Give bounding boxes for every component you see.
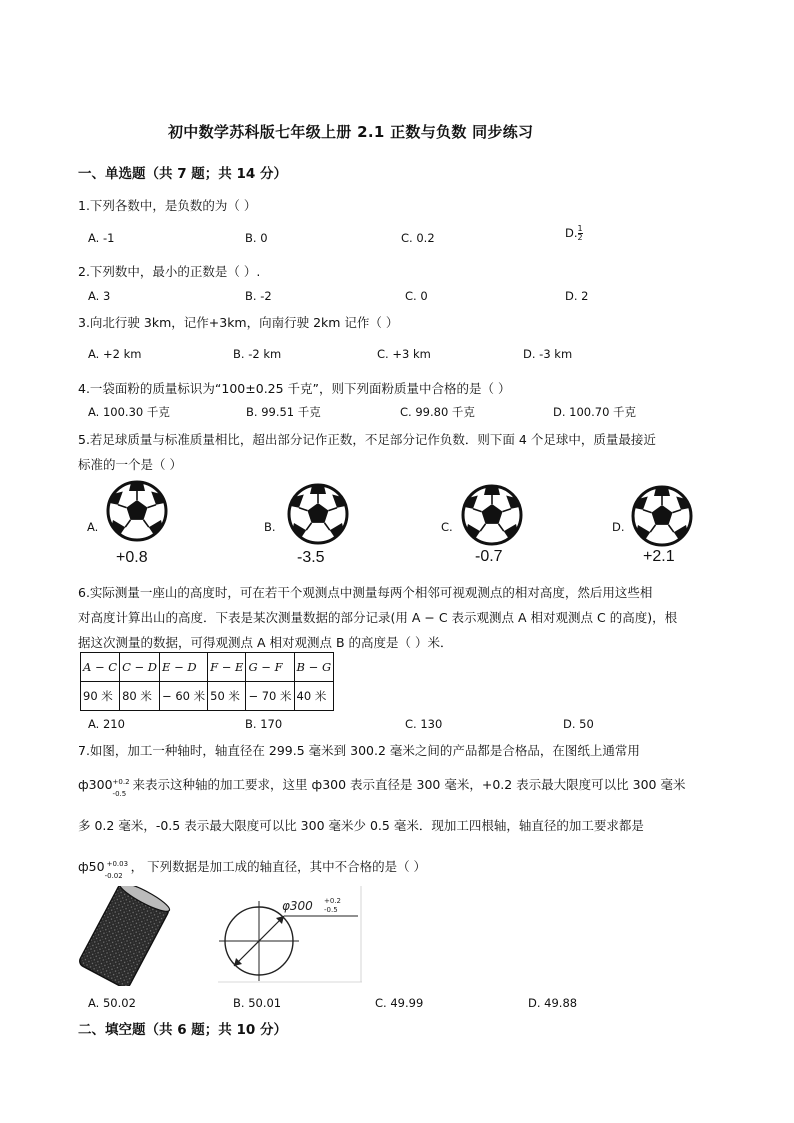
table-header-cell: A − C [81, 653, 120, 682]
q3-option-c[interactable]: C. +3 km [377, 347, 431, 361]
question-6-stem-line-2: 对高度计算出山的高度．下表是某次测量数据的部分记录(用 A − C 表示观测点 A 相对观测点 C 的高度)，根 [78, 610, 678, 625]
page-title: 初中数学苏科版七年级上册 2.1 正数与负数 同步练习 [168, 123, 534, 141]
q4-option-d[interactable]: D. 100.70 千克 [553, 405, 637, 419]
table-cell: 40 米 [294, 682, 334, 711]
question-1-stem: 1.下列各数中，是负数的为（ ） [78, 198, 257, 213]
height-measurement-table [80, 652, 334, 711]
table-header-cell: B − G [294, 653, 334, 682]
section-heading-fill-in: 二、填空题（共 6 题；共 10 分） [78, 1022, 287, 1038]
q4-option-a[interactable]: A. 100.30 千克 [88, 405, 170, 419]
q7-option-b[interactable]: B. 50.01 [233, 996, 282, 1010]
q2-option-a[interactable]: A. 3 [88, 289, 111, 303]
q6-option-d[interactable]: D. 50 [563, 717, 594, 731]
question-6-stem-line-1: 6.实际测量一座山的高度时，可在若干个观测点中测量每两个相邻可视观测点的相对高度，然后用这些相 [78, 585, 653, 600]
q7-option-d[interactable]: D. 49.88 [528, 996, 578, 1010]
question-7-line-2: ф300 +0.2 -0.5 来表示这种轴的加工要求，这里 ф300 表示直径是 300 毫米，+0.2 表示最大限度可以比 300 毫米 [78, 777, 686, 798]
q1-option-d[interactable] [565, 225, 583, 242]
question-2-stem: 2.下列数中，最小的正数是（ ）. [78, 264, 261, 279]
q3-option-a[interactable]: A. +2 km [88, 347, 142, 361]
question-5-stem-line-2: 标准的一个是（ ） [78, 457, 182, 472]
q5-option-c-letter[interactable]: C. [441, 520, 453, 534]
table-header-cell: C − D [120, 653, 160, 682]
question-4-stem: 4.一袋面粉的质量标识为“100±0.25 千克”，则下列面粉质量中合格的是（ ） [78, 381, 511, 396]
shaft-photo-image [76, 886, 172, 986]
diameter-drawing-diagram [218, 886, 362, 986]
q3-option-d[interactable]: D. -3 km [523, 347, 573, 361]
table-cell: 80 米 [120, 682, 160, 711]
table-cell: 50 米 [208, 682, 246, 711]
table-cell: − 70 米 [246, 682, 294, 711]
diameter-lower-tolerance: -0.5 [324, 906, 338, 914]
q1-option-d-fraction: $\frac{1}{2}$ [577, 224, 583, 242]
q5-option-a-value: +0.8 [116, 549, 148, 566]
soccer-ball-icon[interactable] [629, 483, 695, 549]
q2-option-b[interactable]: B. -2 [245, 289, 272, 303]
q1-option-a[interactable]: A. -1 [88, 231, 115, 245]
q4-option-c[interactable]: C. 99.80 千克 [400, 405, 475, 419]
q1-option-d-letter: D. [565, 226, 578, 240]
question-7-line-1: 7.如图，加工一种轴时，轴直径在 299.5 毫米到 300.2 毫米之间的产品都是合格品，在图纸上通常用 [78, 743, 640, 758]
q1-option-b[interactable]: B. 0 [245, 231, 268, 245]
table-cell: − 60 米 [160, 682, 208, 711]
question-7-line-3: 多 0.2 毫米，-0.5 表示最大限度可以比 300 毫米少 0.5 毫米．现加工四根轴，轴直径的加工要求都是 [78, 818, 644, 833]
q2-option-d[interactable]: D. 2 [565, 289, 589, 303]
q6-option-b[interactable]: B. 170 [245, 717, 283, 731]
table-cell: 90 米 [81, 682, 120, 711]
table-row [81, 653, 334, 682]
soccer-ball-icon[interactable] [104, 478, 170, 544]
q5-option-d-value: +2.1 [643, 548, 675, 565]
section-heading-single-choice: 一、单选题（共 7 题；共 14 分） [78, 166, 287, 182]
q5-option-b-letter[interactable]: B. [264, 520, 276, 534]
question-3-stem: 3.向北行驶 3km，记作+3km，向南行驶 2km 记作（ ） [78, 315, 399, 330]
question-6-stem-line-3: 据这次测量的数据，可得观测点 A 相对观测点 B 的高度是（ ）米． [78, 635, 453, 650]
q7-option-c[interactable]: C. 49.99 [375, 996, 424, 1010]
q6-option-a[interactable]: A. 210 [88, 717, 125, 731]
table-row [81, 682, 334, 711]
q5-option-d-letter[interactable]: D. [612, 520, 625, 534]
q3-option-b[interactable]: B. -2 km [233, 347, 282, 361]
q4-option-b[interactable]: B. 99.51 千克 [246, 405, 321, 419]
question-7-line-4: ф50 +0.03 -0.02 ， 下列数据是加工成的轴直径，其中不合格的是（ ） [78, 859, 427, 880]
question-5-stem-line-1: 5.若足球质量与标准质量相比，超出部分记作正数，不足部分记作负数．则下面 4 个足球中，质量最接近 [78, 432, 656, 447]
diameter-upper-tolerance: +0.2 [324, 897, 341, 905]
q5-option-a-letter[interactable]: A. [87, 520, 99, 534]
q5-option-c-value: -0.7 [475, 548, 503, 565]
soccer-ball-icon[interactable] [285, 481, 351, 547]
q6-option-c[interactable]: C. 130 [405, 717, 443, 731]
q7-option-a[interactable]: A. 50.02 [88, 996, 136, 1010]
table-header-cell: F − E [208, 653, 246, 682]
diameter-label: φ300 [282, 899, 313, 913]
q1-option-c[interactable]: C. 0.2 [401, 231, 435, 245]
q2-option-c[interactable]: C. 0 [405, 289, 428, 303]
q5-option-b-value: -3.5 [297, 549, 325, 566]
table-header-cell: E − D [160, 653, 208, 682]
soccer-ball-icon[interactable] [459, 482, 525, 548]
table-header-cell: G − F [246, 653, 294, 682]
